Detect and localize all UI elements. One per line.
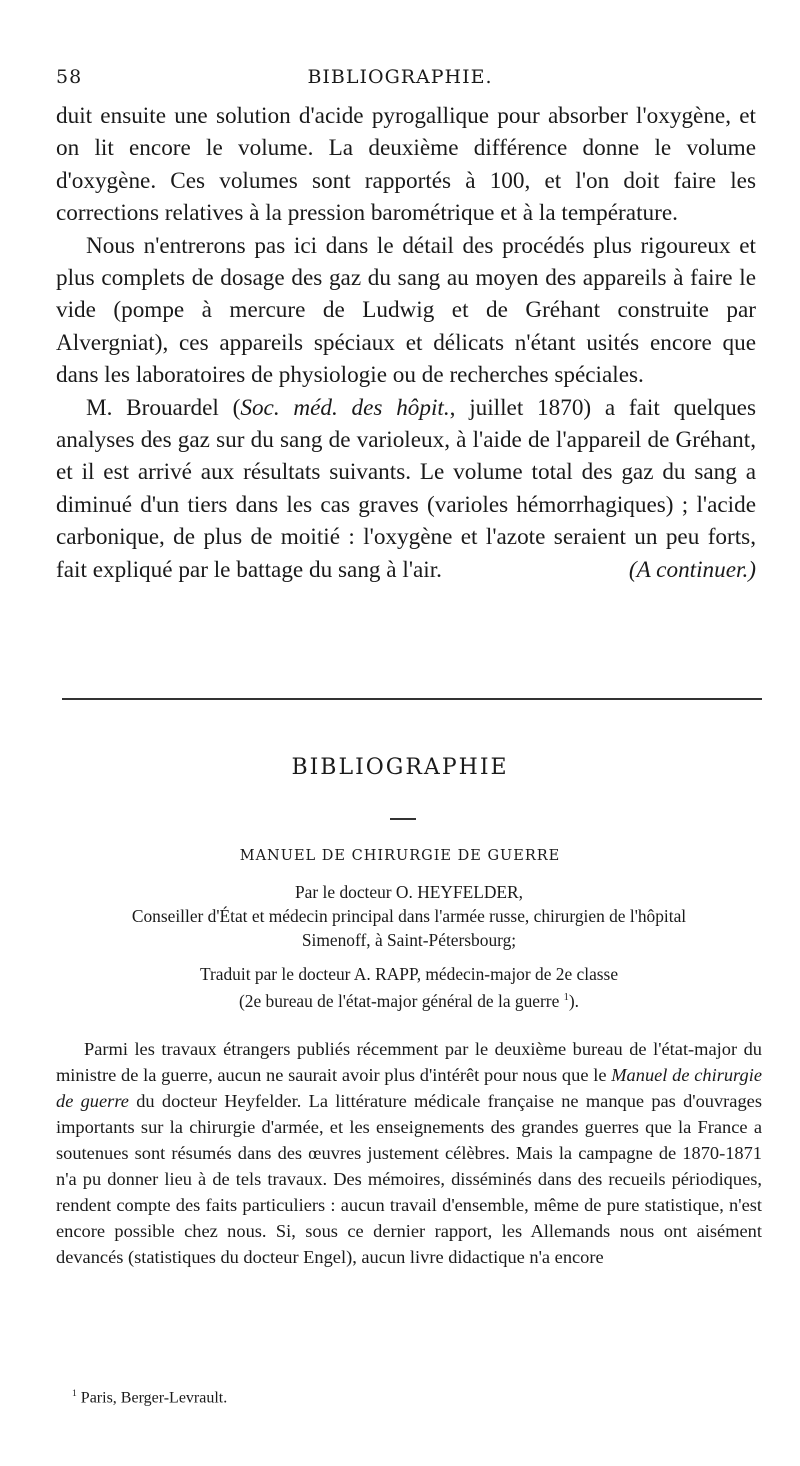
page-number: 58 — [56, 66, 83, 88]
review-body — [56, 1036, 762, 1270]
paragraph-3 — [56, 392, 756, 586]
author-role-line-1: Conseiller d'État et médecin principal dans l'armée russe, chirurgien de l'hôpital — [131, 906, 687, 926]
author-role-line-2: Simenoff, à Saint-Pétersbourg; — [301, 930, 517, 950]
book-meta — [56, 880, 762, 1013]
review-rest: du docteur Heyfelder. La littérature médicale française ne manque pas d'ouvrages importants sur la chirurgie d'armée, et les enseignements des grandes guerres que la France a soutenues sont résumés dans des œuvres justement célèbres. Mais la campagne de 1870-1871 n'a pu donner lieu à de tels travaux. Des mémoires, disséminés dans des recueils périodiques, rendent compte des faits particuliers : aucun travail d'ensemble, même de pure statistique, n'est encore possible chez nous. Si, sous ce dernier rapport, les Allemands nous ont aisément devancés (statistiques du docteur Engel), aucun livre didactique n'a encore — [56, 1091, 762, 1267]
citation: Soc. méd. des hôpit. — [240, 394, 450, 421]
footnote — [72, 1388, 227, 1407]
author-line: Par le docteur O. HEYFELDER, — [295, 882, 523, 902]
to-continue-note: (A continuer.) — [628, 556, 756, 583]
short-divider — [390, 818, 416, 820]
footnote-text: Paris, Berger-Levrault. — [80, 1389, 228, 1407]
paragraph-1: duit ensuite une solution d'acide pyrogallique pour absorber l'oxygène, et on lit encore le volume. La deuxième différence donne le volume d'oxygène. Ces volumes sont rapportés à 100, et l'on doit faire les corrections relatives à la pression barométrique et à la température. — [56, 103, 756, 227]
paragraph-3-start: M. Brouardel ( — [86, 394, 241, 421]
paragraph-2: Nous n'entrerons pas ici dans le détail des procédés plus rigoureux et plus complets de dosage des gaz du sang au moyen des appareils à faire le vide (pompe à mercure de Ludwig et de Gréhant construite par Alvergniat), ces appareils spéciaux et délicats n'étant usités encore que dans les laboratoires de physiologie ou de recherches spéciales. — [56, 232, 756, 389]
running-head — [56, 66, 744, 96]
review-paragraph — [56, 1036, 762, 1270]
translator-office: (2e bureau de l'état-major général de la guerre — [238, 990, 560, 1011]
translator-office-end: ). — [568, 990, 580, 1011]
article-body — [56, 100, 756, 586]
paragraph-3-rest: , juillet 1870) a fait quelques analyses des gaz sur du sang de varioleux, à l'aide de l'appareil de Gréhant, et il est arrivé aux résultats suivants. Le volume total des gaz du sang a diminué d'un tiers dans les cas graves (varioles hémorrhagiques) ; l'acide carbonique, de plus de moitié : l'oxygène et l'azote seraient un peu forts, fait expliqué par le battage du sang à l'air. — [56, 394, 756, 583]
running-title: BIBLIOGRAPHIE. — [307, 66, 493, 88]
review-book-title: Manuel de chirurgie de guerre — [56, 1065, 762, 1111]
translator-line: Traduit par le docteur A. RAPP, médecin-major de 2e classe — [199, 964, 619, 984]
footnote-marker: 1 — [72, 1388, 77, 1399]
book-title: MANUEL DE CHIRURGIE DE GUERRE — [239, 848, 561, 864]
section-title: BIBLIOGRAPHIE — [291, 755, 509, 780]
translator-office-line — [56, 986, 762, 1013]
section-divider — [62, 698, 762, 700]
review-start: Parmi les travaux étrangers publiés récemment par le deuxième bureau de l'état-major du ministre de la guerre, aucun ne saurait avoir plus d'intérêt pour nous que le — [56, 1039, 762, 1085]
footnote-ref: 1 — [563, 992, 569, 1003]
